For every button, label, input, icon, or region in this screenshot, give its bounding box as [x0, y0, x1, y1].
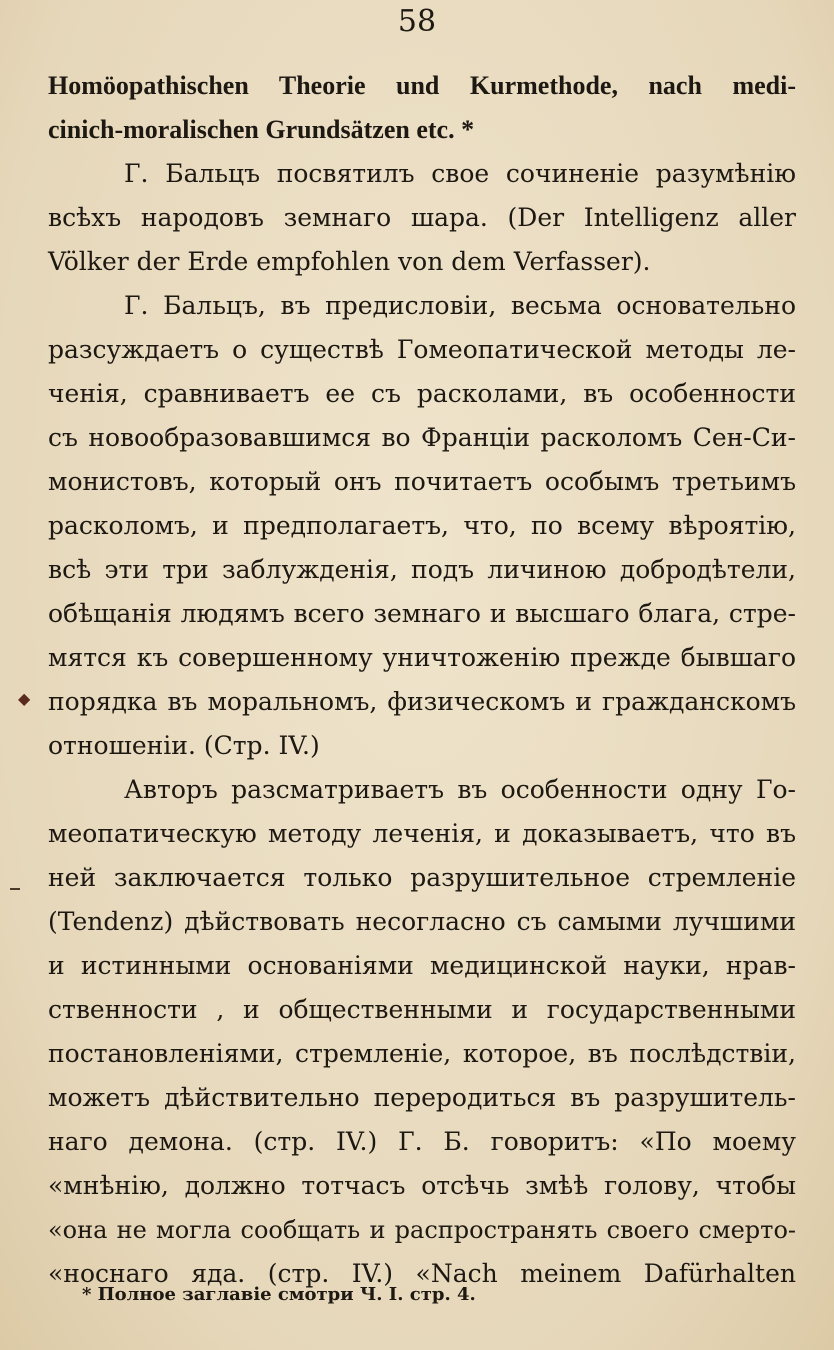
text-line: ченія, сравниваетъ ее съ расколами, въ особенности: [48, 379, 796, 408]
text-line: обѣщанія людямъ всего земнаго и высшаго блага, стре-: [48, 599, 796, 628]
page-number: 58: [397, 4, 437, 39]
text-line: ней заключается только разрушительное стремленіе: [48, 863, 796, 892]
text-line: Völker der Erde empfohlen von dem Verfasser).: [48, 247, 651, 276]
text-line: «мнѣнію, должно тотчасъ отсѣчь змѣѣ голову, чтобы: [48, 1171, 796, 1200]
text-line: всѣхъ народовъ земнаго шара. (Der Intelligenz aller: [48, 203, 796, 232]
text-line: отношеніи. (Стр. IV.): [48, 731, 320, 760]
text-line: расколомъ, и предполагаетъ, что, по всему вѣроятію,: [48, 511, 796, 540]
margin-dash-mark: [10, 888, 20, 890]
text-line: «она не могла сообщать и распространять своего смерто-: [48, 1216, 796, 1244]
ink-blot-mark: ◆: [18, 689, 31, 708]
text-line: ственности , и общественными и государственными: [48, 995, 796, 1024]
text-line: постановленіями, стремленіе, которое, въ послѣдствіи,: [48, 1039, 796, 1068]
text-line: можетъ дѣйствительно переродиться въ разрушитель-: [48, 1083, 796, 1112]
text-line: меопатическую методу леченія, и доказываетъ, что въ: [48, 819, 796, 848]
text-line: порядка въ моральномъ, физическомъ и гражданскомъ: [48, 687, 796, 716]
text-line: монистовъ, который онъ почитаетъ особымъ третьимъ: [48, 467, 796, 496]
text-line: (Tendenz) дѣйствовать несогласно съ самыми лучшими: [48, 907, 796, 936]
text-line: Homöopathischen Theorie und Kurmethode, nach medi-: [48, 71, 796, 100]
text-line: мятся къ совершенному уничтоженію прежде бывшаго: [48, 643, 796, 672]
text-line: съ новообразовавшимся во Франціи расколомъ Сен-Си-: [48, 423, 796, 452]
text-line: всѣ эти три заблужденія, подъ личиною добродѣтели,: [48, 555, 796, 584]
text-line: Г. Бальцъ посвятилъ свое сочиненіе разумѣнію: [124, 159, 796, 188]
text-line: Авторъ разсматриваетъ въ особенности одну Го-: [124, 775, 796, 804]
text-line: Г. Бальцъ, въ предисловіи, весьма основательно: [124, 291, 796, 320]
body-text: [48, 64, 796, 1296]
text-line: наго демона. (стр. IV.) Г. Б. говоритъ: «По моему: [48, 1127, 796, 1156]
text-line: разсуждаетъ о существѣ Гомеопатической методы ле-: [48, 335, 796, 364]
text-line: и истинными основаніями медицинской науки, нрав-: [48, 951, 796, 980]
footnote: * Полное заглавіе смотри Ч. I. стр. 4.: [82, 1284, 476, 1305]
text-line: cinich-moralischen Grundsätzen etc. *: [48, 115, 475, 144]
text-line: «носнаго яда. (стр. IV.) «Nach meinem Dafürhalten: [48, 1259, 796, 1288]
